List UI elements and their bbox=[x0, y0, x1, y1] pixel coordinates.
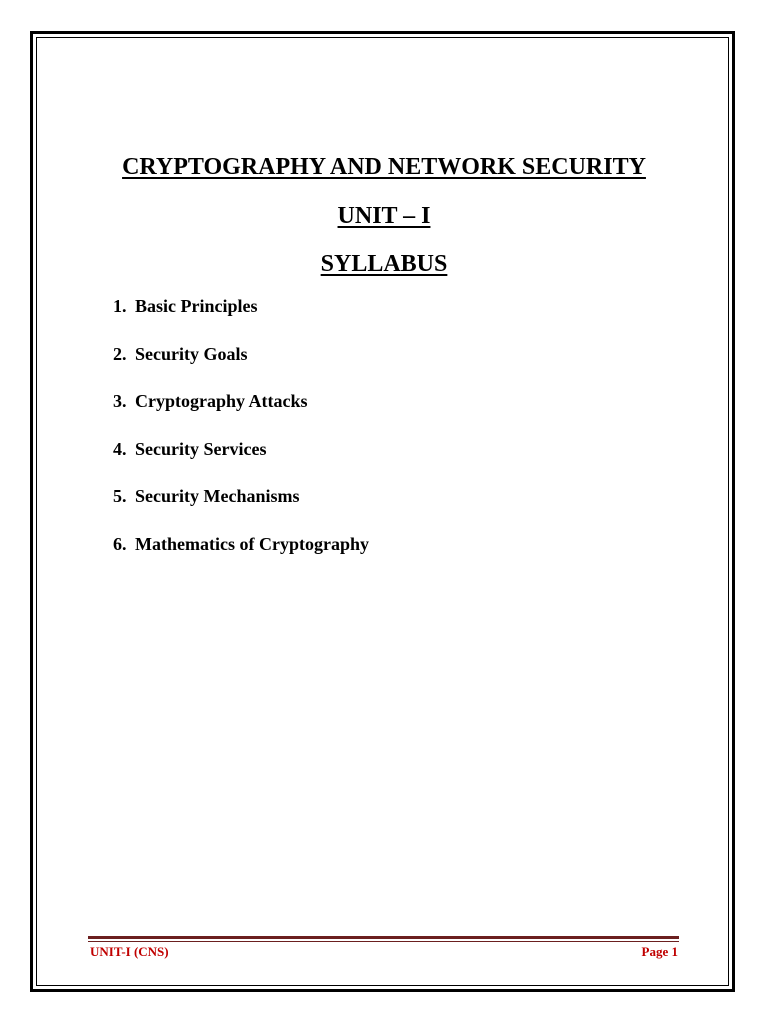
footer-rule-thick bbox=[88, 936, 679, 939]
list-item-label: Security Mechanisms bbox=[135, 486, 300, 507]
footer-unit-label: UNIT-I (CNS) bbox=[90, 944, 169, 959]
list-item-label: Mathematics of Cryptography bbox=[135, 533, 369, 554]
list-item-label: Security Services bbox=[135, 438, 267, 459]
list-item-number: 5. bbox=[113, 486, 127, 507]
list-item-number: 6. bbox=[113, 533, 127, 554]
unit-heading: UNIT – I bbox=[337, 203, 431, 229]
footer-rule-thin bbox=[88, 941, 679, 942]
list-item-label: Cryptography Attacks bbox=[135, 391, 308, 412]
list-item bbox=[113, 530, 369, 578]
footer-page-number: Page 1 bbox=[641, 944, 678, 959]
document-title: CRYPTOGRAPHY AND NETWORK SECURITY bbox=[122, 154, 646, 180]
list-item bbox=[113, 435, 369, 483]
syllabus-heading: SYLLABUS bbox=[320, 251, 448, 277]
list-item-number: 3. bbox=[113, 391, 127, 412]
list-item-number: 4. bbox=[113, 438, 127, 459]
list-item bbox=[113, 387, 369, 435]
list-item-number: 1. bbox=[113, 296, 127, 316]
list-item-label: Basic Principles bbox=[135, 296, 258, 316]
syllabus-list bbox=[113, 292, 369, 578]
list-item bbox=[113, 340, 369, 388]
list-item-label: Security Goals bbox=[135, 343, 248, 364]
list-item bbox=[113, 292, 369, 340]
list-item bbox=[113, 482, 369, 530]
list-item-number: 2. bbox=[113, 343, 127, 364]
